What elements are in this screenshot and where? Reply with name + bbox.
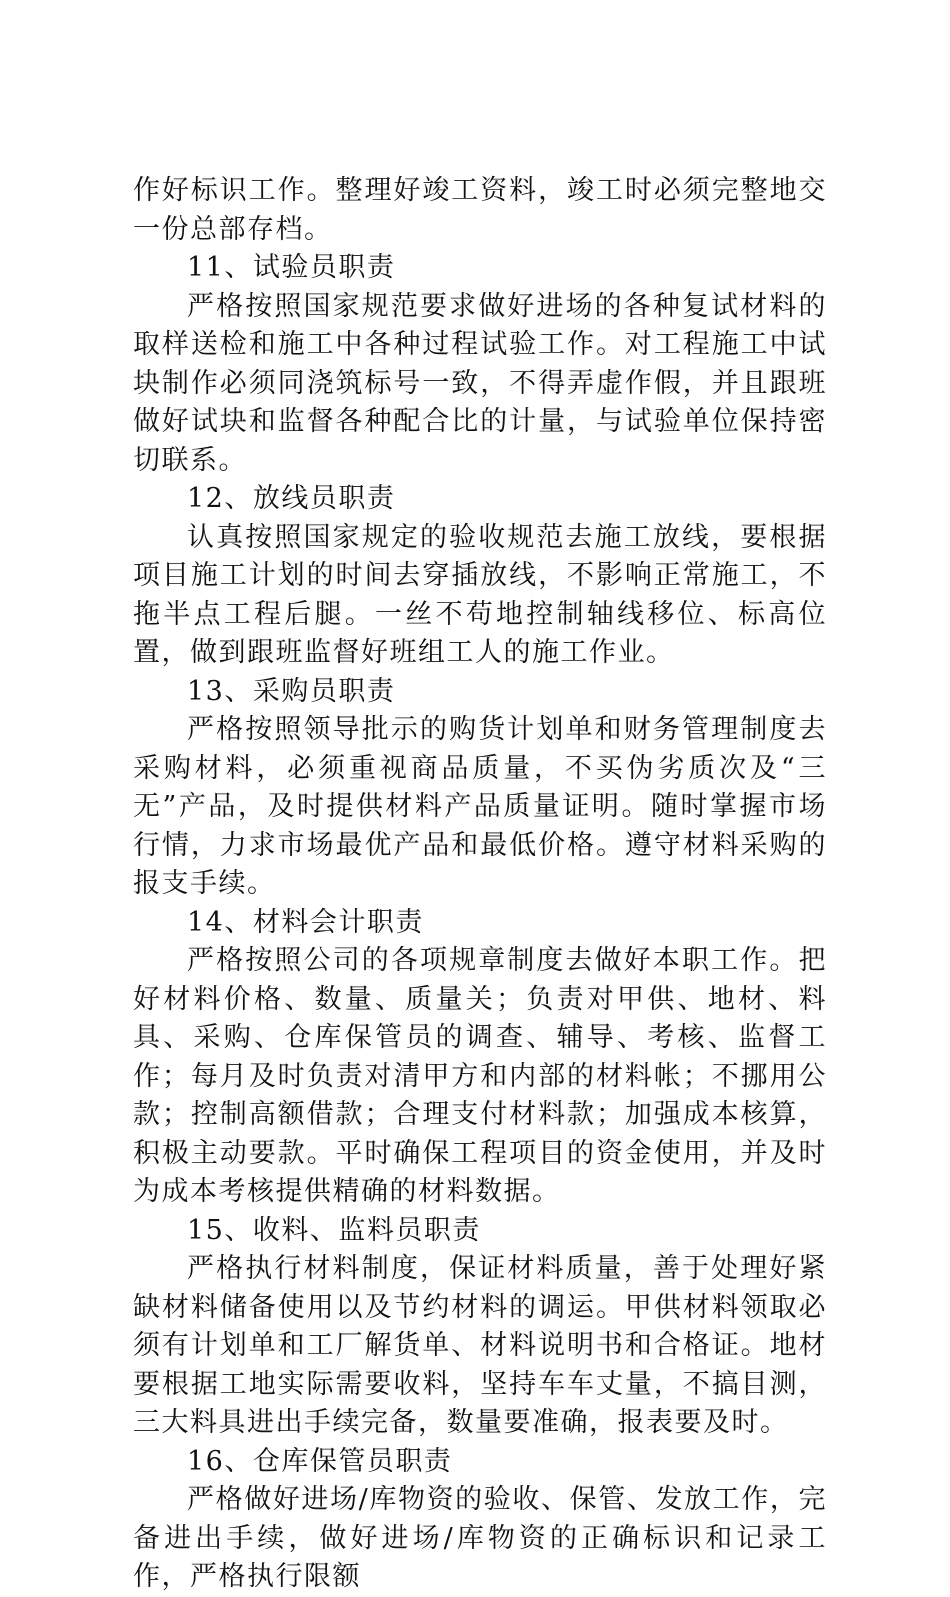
document-body xyxy=(133,172,827,1597)
section-heading-surveyor: 12、放线员职责 xyxy=(187,483,396,514)
paragraph-purchaser-duties: 严格按照领导批示的购货计划单和财务管理制度去采购材料，必须重视商品质量，不买伪劣质次及“三无”产品，及时提供材料产品质量证明。随时掌握市场行情，力求市场最优产品和最低价格。遵守材料采购的报支手续。 xyxy=(133,714,827,899)
paragraph-continuation: 作好标识工作。整理好竣工资料，竣工时必须完整地交一份总部存档。 xyxy=(133,175,827,245)
section-heading-tester: 11、试验员职责 xyxy=(187,252,396,283)
section-heading-material-accountant: 14、材料会计职责 xyxy=(187,906,424,938)
section-heading-purchaser: 13、采购员职责 xyxy=(187,675,396,707)
paragraph-receiving-supervisor-duties: 严格执行材料制度，保证材料质量，善于处理好紧缺材料储备使用以及节约材料的调运。甲供材料领取必须有计划单和工厂解货单、材料说明书和合格证。地材要根据工地实际需要收料，坚持车车丈量，不搞目测，三大料具进出手续完备，数量要准确，报表要及时。 xyxy=(133,1253,827,1438)
paragraph-tester-duties: 严格按照国家规范要求做好进场的各种复试材料的取样送检和施工中各种过程试验工作。对工程施工中试块制作必须同浇筑标号一致，不得弄虚作假，并且跟班做好试块和监督各种配合比的计量，与试验单位保持密切联系。 xyxy=(133,290,827,476)
section-heading-receiving-supervisor: 15、收料、监料员职责 xyxy=(187,1214,481,1246)
section-heading-warehouse-keeper: 16、仓库保管员职责 xyxy=(187,1445,453,1477)
paragraph-warehouse-keeper-duties: 严格做好进场/库物资的验收、保管、发放工作，完备进出手续，做好进场/库物资的正确标识和记录工作，严格执行限额 xyxy=(133,1484,827,1592)
paragraph-material-accountant-duties: 严格按照公司的各项规章制度去做好本职工作。把好材料价格、数量、质量关；负责对甲供、地材、料具、采购、仓库保管员的调查、辅导、考核、监督工作；每月及时负责对清甲方和内部的材料帐；不挪用公款；控制高额借款；合理支付材料款；加强成本核算，积极主动要款。平时确保工程项目的资金使用，并及时为成本考核提供精确的材料数据。 xyxy=(133,945,827,1207)
paragraph-surveyor-duties: 认真按照国家规定的验收规范去施工放线，要根据项目施工计划的时间去穿插放线，不影响正常施工，不拖半点工程后腿。一丝不苟地控制轴线移位、标高位置，做到跟班监督好班组工人的施工作业。 xyxy=(133,521,827,668)
